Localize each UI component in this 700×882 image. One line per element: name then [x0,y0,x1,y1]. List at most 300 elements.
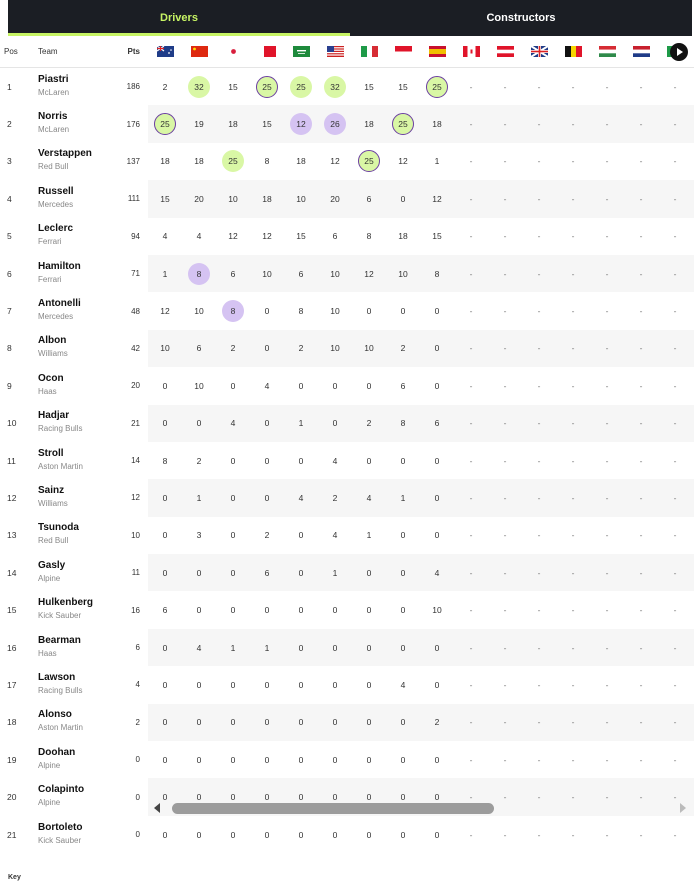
race-result-cell [182,113,216,135]
driver-name[interactable]: Russell [38,185,74,197]
race-result-cell [624,375,658,397]
hungary-flag-icon [590,46,624,57]
race-result-cell [522,450,556,472]
race-result-cell [284,562,318,584]
race-points: 0 [264,679,270,690]
driver-rows [0,68,148,853]
race-result-cell [352,450,386,472]
race-points: - [469,193,473,204]
driver-row[interactable] [0,554,148,591]
driver-team: Kick Sauber [38,611,82,621]
race-result-cell [556,113,590,135]
race-points: - [503,605,507,616]
race-result-cell [556,637,590,659]
race-points: - [639,754,643,765]
driver-info [38,560,122,586]
race-points: 2 [162,81,168,92]
race-result-cell [454,375,488,397]
race-points: 1 [298,418,304,429]
header-pts: Pts [127,47,140,56]
race-points: - [571,380,575,391]
driver-row[interactable] [0,218,148,255]
driver-team: Alpine [38,573,61,583]
driver-team: Mercedes [38,312,74,322]
driver-name[interactable]: Bearman [38,634,81,646]
results-row [148,218,694,255]
driver-team: Ferrari [38,237,62,247]
race-result-cell [624,263,658,285]
driver-points: 20 [131,381,140,391]
race-result-cell [624,412,658,434]
driver-name[interactable]: Albon [38,335,67,347]
race-points: 8 [366,231,372,242]
race-points: - [503,81,507,92]
race-points: - [605,380,609,391]
driver-name[interactable]: Sainz [38,484,65,496]
race-result-cell [488,674,522,696]
race-result-cell [420,300,454,322]
results-row [148,143,694,180]
race-result-cell [216,300,250,322]
race-result-cell [386,711,420,733]
results-row [148,405,694,442]
race-result-cell [284,711,318,733]
race-points: 0 [230,792,236,803]
race-result-cell [556,263,590,285]
uk-flag-icon [522,46,556,57]
race-result-cell [590,824,624,846]
driver-row[interactable] [0,180,148,217]
driver-name[interactable]: Lawson [38,671,76,683]
race-points: - [605,530,609,541]
driver-position: 5 [7,231,12,242]
race-points: - [605,679,609,690]
race-result-cell [556,150,590,172]
race-result-cell [250,375,284,397]
race-result-cell [454,263,488,285]
race-points: 8 [434,268,440,279]
results-row [148,517,694,554]
driver-row[interactable] [0,778,148,815]
race-points: - [537,605,541,616]
race-result-cell [216,487,250,509]
next-races-button[interactable] [670,43,688,61]
driver-points: 21 [131,418,140,428]
race-result-cell [522,824,556,846]
race-points: 18 [296,156,306,167]
race-result-cell [352,599,386,621]
race-result-cell [590,487,624,509]
race-result-cell [624,562,658,584]
race-points: 0 [434,642,440,653]
race-result-cell [556,76,590,98]
header-pos: Pos [4,47,18,56]
race-points: 18 [262,193,272,204]
race-points: - [503,119,507,130]
race-result-cell [148,562,182,584]
race-result-cell [250,188,284,210]
driver-row[interactable] [0,105,148,142]
results-row [148,666,694,703]
driver-row[interactable] [0,255,148,292]
race-result-cell [148,300,182,322]
race-result-cell [250,300,284,322]
race-result-cell [522,487,556,509]
driver-name[interactable]: Tsunoda [38,522,79,534]
results-row [148,816,694,853]
race-points: 12 [228,231,238,242]
driver-points: 0 [135,792,140,802]
race-result-cell [284,263,318,285]
results-row [148,330,694,367]
race-points: 6 [230,268,236,279]
race-result-cell [590,637,624,659]
driver-info [38,373,122,399]
results-row [148,255,694,292]
race-result-cell [454,562,488,584]
driver-position: 16 [7,642,17,653]
race-result-cell [488,487,522,509]
race-points: 0 [264,492,270,503]
race-points: - [639,231,643,242]
driver-position: 3 [7,156,12,167]
race-result-cell [284,113,318,135]
driver-row[interactable] [0,405,148,442]
results-row [148,442,694,479]
race-points: 4 [434,567,440,578]
race-points: 0 [298,605,304,616]
race-points: 1 [162,268,168,279]
driver-name[interactable]: Norris [38,111,68,123]
race-points: - [605,156,609,167]
race-points: 4 [264,380,270,391]
race-result-cell [488,263,522,285]
driver-name[interactable]: Alonso [38,709,72,721]
race-result-cell [658,824,692,846]
race-points: 0 [162,717,168,728]
race-points: 0 [298,717,304,728]
driver-name[interactable]: Antonelli [38,298,81,310]
race-result-cell [420,412,454,434]
race-result-cell [658,225,692,247]
race-result-cell [148,711,182,733]
race-result-cell [556,711,590,733]
driver-row[interactable] [0,816,148,853]
race-points: - [537,567,541,578]
race-points: - [503,380,507,391]
race-result-cell [624,599,658,621]
race-result-cell [250,337,284,359]
race-points: 0 [332,829,338,840]
driver-name[interactable]: Colapinto [38,784,85,796]
scroll-right-arrow-icon[interactable] [680,803,686,813]
driver-points: 186 [126,82,140,92]
race-result-cell [590,76,624,98]
race-points: 1 [332,567,338,578]
driver-info [38,448,122,474]
driver-position: 10 [7,418,17,429]
table-header-left [0,36,148,68]
race-result-cell [488,300,522,322]
race-result-cell [590,711,624,733]
race-result-cell [386,263,420,285]
race-result-cell [624,637,658,659]
race-points: 6 [400,380,406,391]
race-result-cell [386,375,420,397]
race-result-cell [590,412,624,434]
race-result-cell [658,263,692,285]
australia-flag-icon [148,46,182,57]
driver-position: 12 [7,492,17,503]
driver-name[interactable]: Hamilton [38,260,81,272]
race-result-cell [488,113,522,135]
results-row [148,180,694,217]
race-points: - [673,306,677,317]
race-result-cell [148,450,182,472]
race-result-cell [658,375,692,397]
driver-row[interactable] [0,704,148,741]
race-points: 2 [366,418,372,429]
race-result-cell [658,188,692,210]
race-points: - [605,642,609,653]
race-points: 0 [264,418,270,429]
race-result-cell [182,300,216,322]
italy-flag-icon [352,46,386,57]
race-result-cell [148,599,182,621]
race-points: - [571,679,575,690]
race-result-cell [624,524,658,546]
driver-row[interactable] [0,741,148,778]
race-result-cell [216,76,250,98]
race-result-cell [216,113,250,135]
header-team: Team [38,47,58,56]
driver-points: 12 [131,493,140,503]
race-points: 0 [366,829,372,840]
race-result-cell [488,711,522,733]
race-result-cell [556,300,590,322]
race-result-cell [352,337,386,359]
race-points: 0 [434,380,440,391]
driver-row[interactable] [0,479,148,516]
race-results-scroll-area[interactable] [148,36,694,853]
driver-info [38,635,122,661]
race-points: - [469,642,473,653]
race-result-cell [658,450,692,472]
driver-points: 94 [131,231,140,241]
driver-name[interactable]: Gasly [38,559,66,571]
race-points: - [571,717,575,728]
tab-drivers[interactable]: Drivers [8,0,350,36]
race-points: 0 [366,642,372,653]
race-points: - [605,455,609,466]
race-points: 0 [400,455,406,466]
race-result-cell [556,412,590,434]
race-points: 0 [162,792,168,803]
driver-team: Haas [38,648,57,658]
driver-row[interactable] [0,367,148,404]
race-result-cell [624,674,658,696]
race-points: 15 [296,231,306,242]
race-points: 10 [364,343,374,354]
race-points: 0 [196,679,202,690]
race-result-cell [284,300,318,322]
race-result-cell [250,637,284,659]
race-points: 1 [434,156,440,167]
race-result-cell [216,337,250,359]
driver-info [38,672,122,698]
race-result-cell [658,562,692,584]
race-points: 0 [196,605,202,616]
race-result-cell [590,188,624,210]
race-result-cell [250,113,284,135]
results-row [148,367,694,404]
race-points: - [639,156,643,167]
driver-name[interactable]: Doohan [38,746,76,758]
race-points: 6 [434,418,440,429]
race-result-cell [454,711,488,733]
race-result-cell [454,337,488,359]
race-points: 0 [230,754,236,765]
race-points: 0 [230,455,236,466]
tab-constructors[interactable]: Constructors [486,12,556,24]
race-result-cell [454,487,488,509]
driver-name[interactable]: Bortoleto [38,821,83,833]
race-result-cell [522,599,556,621]
driver-points: 0 [135,830,140,839]
race-result-cell [386,150,420,172]
race-points: - [605,792,609,803]
driver-row[interactable] [0,517,148,554]
driver-name[interactable]: Ocon [38,372,64,384]
race-result-cell [352,824,386,846]
race-result-cell [216,188,250,210]
race-result-cell [250,450,284,472]
driver-team: McLaren [38,87,70,97]
race-points: 0 [332,679,338,690]
driver-row[interactable] [0,143,148,180]
race-points: 2 [230,343,236,354]
race-points: - [537,81,541,92]
driver-team: Racing Bulls [38,685,83,695]
race-points: - [469,829,473,840]
race-result-cell [624,824,658,846]
race-result-cell [216,225,250,247]
race-result-cell [250,599,284,621]
race-points: 0 [332,380,338,391]
race-result-cell [488,375,522,397]
race-result-cell [658,637,692,659]
driver-name[interactable]: Hadjar [38,410,70,422]
race-points: - [537,754,541,765]
race-result-cell [488,749,522,771]
belgium-flag-icon [556,46,590,57]
race-result-cell [522,300,556,322]
race-points: 6 [162,605,168,616]
race-result-cell [556,599,590,621]
race-points: 32 [324,76,346,98]
driver-name[interactable]: Leclerc [38,223,74,235]
driver-row[interactable] [0,666,148,703]
race-result-cell [216,749,250,771]
race-points: - [571,268,575,279]
driver-info [38,522,122,548]
race-result-cell [658,337,692,359]
driver-name[interactable]: Hulkenberg [38,597,94,609]
race-points: 4 [332,530,338,541]
horizontal-scrollbar[interactable] [148,798,694,818]
race-points: 25 [426,76,448,98]
race-points: - [537,492,541,503]
race-points: - [673,380,677,391]
race-points: 0 [162,492,168,503]
driver-team: Racing Bulls [38,424,83,434]
race-points: 12 [160,306,170,317]
race-result-cell [352,76,386,98]
race-points: 25 [392,113,414,135]
driver-info [38,597,122,623]
race-result-cell [454,225,488,247]
race-result-cell [318,76,352,98]
race-result-cell [386,225,420,247]
race-points: - [571,418,575,429]
race-result-cell [216,711,250,733]
driver-name[interactable]: Verstappen [38,148,92,160]
driver-name[interactable]: Piastri [38,73,69,85]
race-points: 0 [434,343,440,354]
race-points: 18 [398,231,408,242]
race-result-cell [488,76,522,98]
race-result-cell [386,562,420,584]
race-points: 0 [230,605,236,616]
race-result-cell [318,188,352,210]
driver-row[interactable] [0,442,148,479]
scroll-left-arrow-icon[interactable] [154,803,160,813]
driver-row[interactable] [0,629,148,666]
race-result-cell [658,113,692,135]
race-result-cell [658,412,692,434]
driver-row[interactable] [0,292,148,329]
race-result-cell [182,487,216,509]
driver-team: Kick Sauber [38,835,82,845]
race-result-cell [590,674,624,696]
race-points: 0 [196,567,202,578]
race-result-cell [556,749,590,771]
race-points: - [605,193,609,204]
race-result-cell [556,225,590,247]
race-points: 10 [160,343,170,354]
race-points: 18 [432,119,442,130]
race-points: 0 [298,829,304,840]
race-result-cell [454,300,488,322]
driver-row[interactable] [0,68,148,105]
driver-team: Alpine [38,760,61,770]
race-points: - [673,492,677,503]
race-result-cell [318,113,352,135]
scrollbar-thumb[interactable] [172,803,494,814]
race-result-cell [624,487,658,509]
driver-row[interactable] [0,591,148,628]
race-points: 0 [366,679,372,690]
race-points: 0 [366,792,372,803]
driver-name[interactable]: Stroll [38,447,64,459]
race-result-cell [284,487,318,509]
race-points: 25 [256,76,278,98]
driver-row[interactable] [0,330,148,367]
race-result-cell [216,562,250,584]
race-result-cell [148,188,182,210]
race-points: 0 [230,380,236,391]
race-result-cell [284,637,318,659]
